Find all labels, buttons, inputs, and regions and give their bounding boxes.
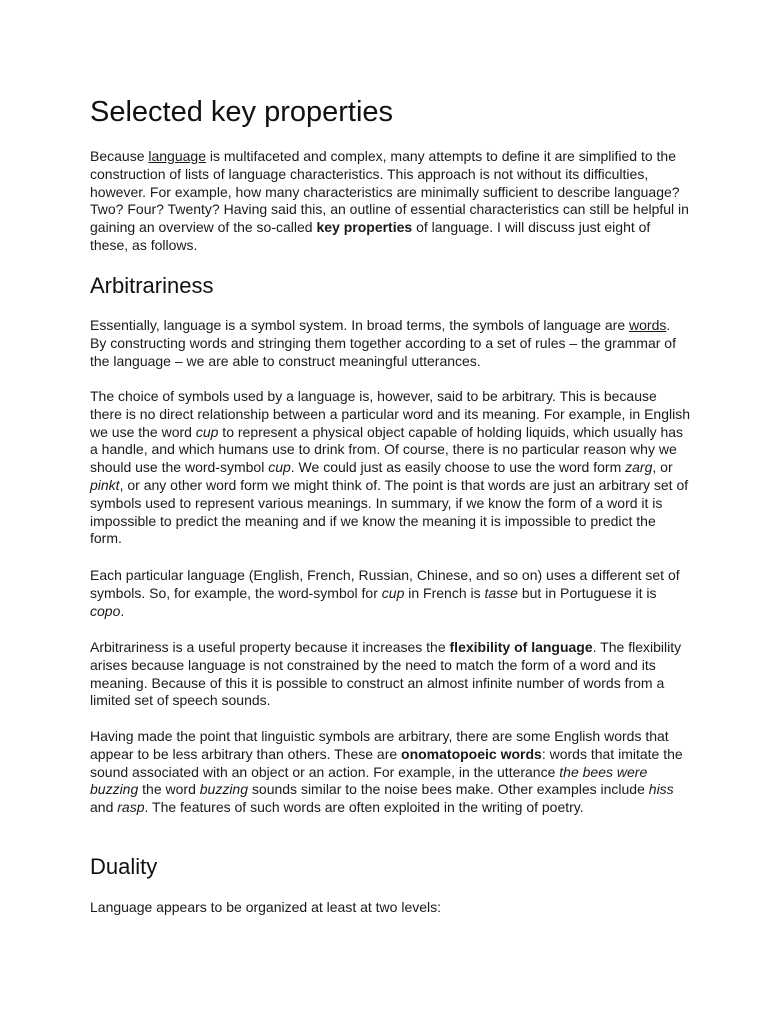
italic-term: hiss [648, 781, 674, 798]
page-title: Selected key properties [90, 96, 394, 128]
arbitrariness-paragraph-4 [90, 639, 690, 710]
arbitrariness-heading: Arbitrariness [90, 273, 214, 298]
text-run: Having made the point that linguistic symbols are arbitrary, there are some English words that appear to be less arbitrary than others. These are [90, 728, 669, 762]
intro-paragraph [90, 148, 690, 255]
italic-term: copo [90, 602, 121, 619]
key-properties-term: key properties [316, 219, 413, 236]
italic-term: pinkt [90, 476, 120, 493]
text-run: , or any other word form we might think of. The point is that words are just an arbitrary set of symbols used to represent various meanings. In summary, if we know the form of a word it is impossible to predict the meaning and if we know the meaning it is impossible to predict the form. [90, 476, 689, 547]
text-run: , or [652, 459, 673, 476]
intro-text-3: of language. I will discuss just eight of these, as follows. [90, 219, 651, 253]
duality-heading: Duality [90, 854, 158, 879]
italic-term: rasp [117, 799, 145, 816]
italic-term: cup [195, 423, 219, 440]
words-link[interactable]: words [629, 317, 667, 333]
text-run: . We could just as easily choose to use the word form [290, 459, 626, 476]
italic-term: buzzing [199, 781, 249, 798]
text-run: : words that imitate the sound associated with an object or an action. For example, in the utterance [90, 745, 683, 780]
text-run: but in Portuguese it is [517, 584, 657, 601]
text-run: . [120, 602, 125, 619]
text-run: sounds similar to the noise bees make. Other examples include [248, 781, 649, 798]
italic-term: cup [381, 584, 405, 601]
text-run: Each particular language (English, French, Russian, Chinese, and so on) uses a different set of symbols. So, for example, the word-symbol for [90, 567, 680, 601]
arbitrariness-paragraph-1 [90, 317, 690, 370]
bold-term: flexibility of language [449, 639, 593, 655]
intro-text-2: is multifaceted and complex, many attempts to define it are simplified to the construction of lists of language characteristics. This approach is not without its difficulties, however. For example, how many characteristics are minimally sufficient to describe language? Two? Four? Twenty? Having said this, an outline of essential characteristics can still be helpful in gaining an overview of the so-called [90, 148, 689, 236]
italic-term: tasse [484, 584, 518, 601]
text-run: . The flexibility arises because language is not constrained by the need to match the form of a word and its meaning. Because of this it is possible to construct an almost infinite number of words from a limited set of speech sounds. [90, 639, 682, 709]
text-run: Essentially, language is a symbol system. In broad terms, the symbols of language are [90, 317, 630, 333]
text-run: The choice of symbols used by a language is, however, said to be arbitrary. This is because there is no direct relationship between a particular word and its meaning. For example, in English we use the word [90, 388, 690, 440]
text-run: in French is [404, 584, 485, 601]
text-run: the word [138, 781, 200, 798]
italic-term: zarg [625, 459, 653, 476]
language-link[interactable]: language [148, 148, 206, 164]
bold-term: onomatopoeic words [401, 745, 542, 762]
text-run: . The features of such words are often exploited in the writing of poetry. [144, 799, 584, 816]
text-run: and [90, 799, 118, 816]
arbitrariness-paragraph-3 [90, 567, 690, 620]
duality-paragraph-1: Language appears to be organized at least at two levels: [90, 899, 442, 915]
arbitrariness-paragraph-2 [90, 388, 690, 548]
intro-text-1: Because [90, 148, 149, 164]
italic-term: the bees were buzzing [90, 763, 648, 798]
text-run: to represent a physical object capable of holding liquids, which usually has a handle, and which humans use to drink from. Of course, there is no particular reason why we should use the word-symbol [90, 423, 684, 476]
italic-term: cup [268, 459, 291, 476]
arbitrariness-paragraph-5 [90, 728, 690, 817]
text-run: . By constructing words and stringing them together according to a set of rules – the grammar of the language – we are able to construct meaningful utterances. [90, 317, 676, 369]
text-run: Arbitrariness is a useful property because it increases the [90, 639, 450, 655]
